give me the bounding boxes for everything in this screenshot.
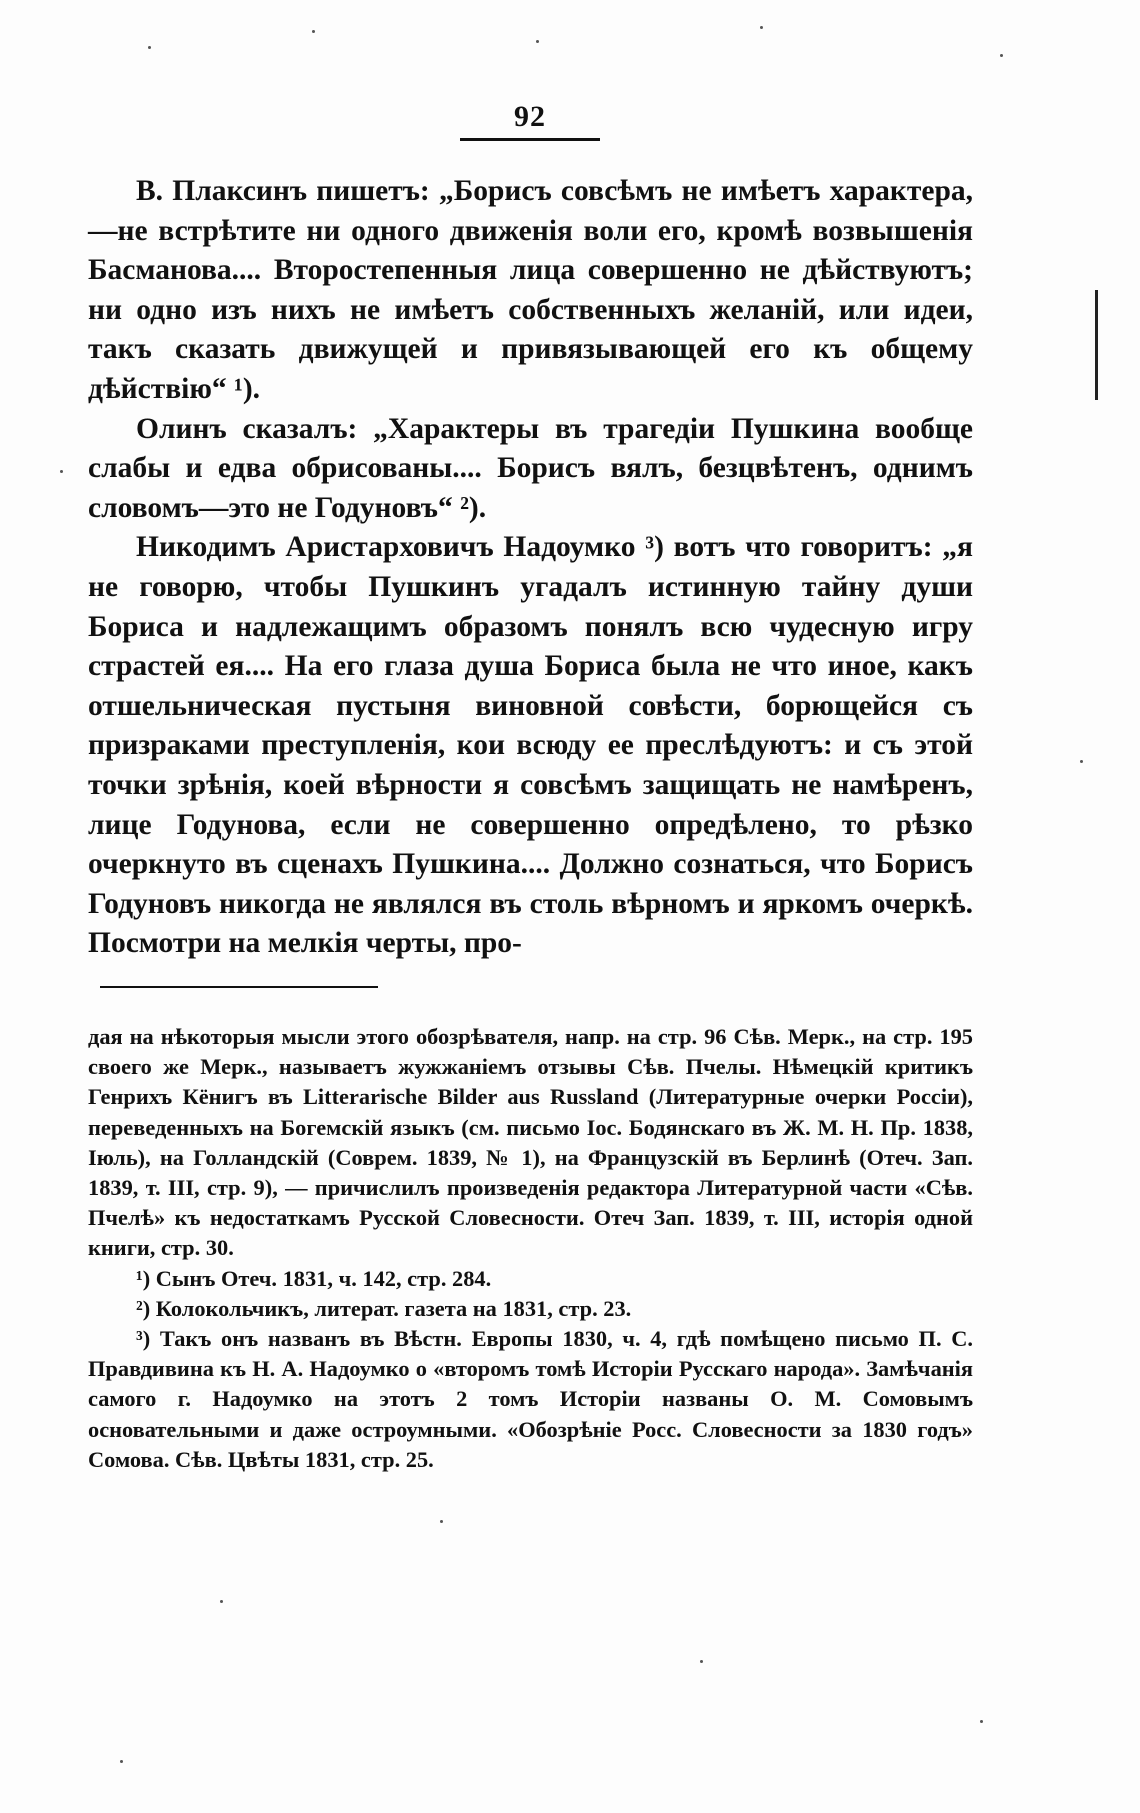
footnotes — [88, 1022, 973, 1475]
scan-speck — [220, 1600, 223, 1603]
paragraph-plaksin: В. Плаксинъ пишетъ: „Борисъ совсѣмъ не имѣетъ характера,—не встрѣтите ни одного движенія воли его, кромѣ возвышенія Басманова.... Второстепенныя лица совершенно не дѣйствуютъ; ни одно изъ нихъ не имѣетъ собственныхъ желаній, или идеи, такъ сказать движущей и привязывающей его къ общему дѣйствію“ ¹). — [88, 175, 973, 405]
main-text — [88, 172, 973, 964]
scan-speck — [700, 1660, 703, 1663]
scan-speck — [120, 1760, 123, 1763]
page-header — [460, 100, 600, 141]
scan-speck — [1000, 54, 1003, 57]
footnote-3: ³) Такъ онъ названъ въ Вѣстн. Европы 1830, ч. 4, гдѣ помѣщено письмо П. С. Правдивина къ Н. А. Надоумко о «второмъ томѣ Исторіи Русскаго народа». Замѣчанія самого г. Надоумко на этотъ 2 томъ Исторіи названы О. М. Сомовымъ основательными и даже остроумными. «Обозрѣніе Росс. Словесности за 1830 годъ» Сомова. Сѣв. Цвѣты 1831, стр. 25. — [88, 1326, 973, 1472]
footnote-separator — [100, 986, 378, 988]
scan-speck — [1080, 760, 1083, 763]
footnote-2: ²) Колокольчикъ, литерат. газета на 1831, стр. 23. — [136, 1295, 632, 1321]
scan-speck — [312, 30, 315, 33]
scan-speck — [148, 46, 151, 49]
scan-margin-mark — [1095, 290, 1098, 400]
paragraph-olin: Олинъ сказалъ: „Характеры въ трагедіи Пушкина вообще слабы и едва обрисованы.... Борисъ вялъ, безцвѣтенъ, однимъ словомъ—это не Годуновъ“ ²). — [88, 412, 973, 524]
footnote-1: ¹) Сынъ Отеч. 1831, ч. 142, стр. 284. — [136, 1265, 492, 1291]
scan-speck — [536, 40, 539, 43]
paragraph-nadoumko: Никодимъ Аристарховичъ Надоумко ³) вотъ что говоритъ: „я не говорю, чтобы Пушкинъ угадалъ истинную тайну души Бориса и надлежащимъ образомъ понялъ всю чудесную игру страстей ея.... На его глаза душа Бориса была не что иное, какъ отшельническая пустыня виновной совѣсти, борющейся съ призраками преступленія, кои всюду ее преслѣдуютъ: и съ этой точки зрѣнія, коей вѣрности я совсѣмъ защищать не намѣренъ, лице Годунова, если не совершенно опредѣлено, то рѣзко очеркнуто въ сценахъ Пушкина.... Должно сознаться, что Борисъ Годуновъ никогда не являлся въ столь вѣрномъ и яркомъ очеркѣ. Посмотри на мелкія черты, про- — [88, 531, 973, 960]
footnote-continuation: дая на нѣкоторыя мысли этого обозрѣвателя, напр. на стр. 96 Сѣв. Мерк., на стр. 195 своего же Мерк., называетъ жужжаніемъ отзывы Сѣв. Пчелы. Нѣмецкій критикъ Генрихъ Кёнигъ въ Litterarische Bilder aus Russland (Литературные очерки Россіи), переведенныхъ на Богемскій языкъ (см. письмо Іос. Бодянскаго въ Ж. М. Н. Пр. 1838, Іюль), на Голландскій (Соврем. 1839, № 1), на Французскій въ Берлинѣ (Отеч. Зап. 1839, т. III, стр. 9), — причислилъ произведенія редактора Литературной части «Сѣв. Пчелѣ» къ недостаткамъ Русской Словесности. Отеч Зап. 1839, т. III, исторія одной книги, стр. 30. — [88, 1024, 973, 1261]
scan-speck — [60, 470, 63, 473]
header-rule — [460, 138, 600, 141]
scan-speck — [980, 1720, 983, 1723]
page-number: 92 — [514, 100, 546, 133]
scan-speck — [760, 26, 763, 29]
scan-speck — [440, 1520, 443, 1523]
